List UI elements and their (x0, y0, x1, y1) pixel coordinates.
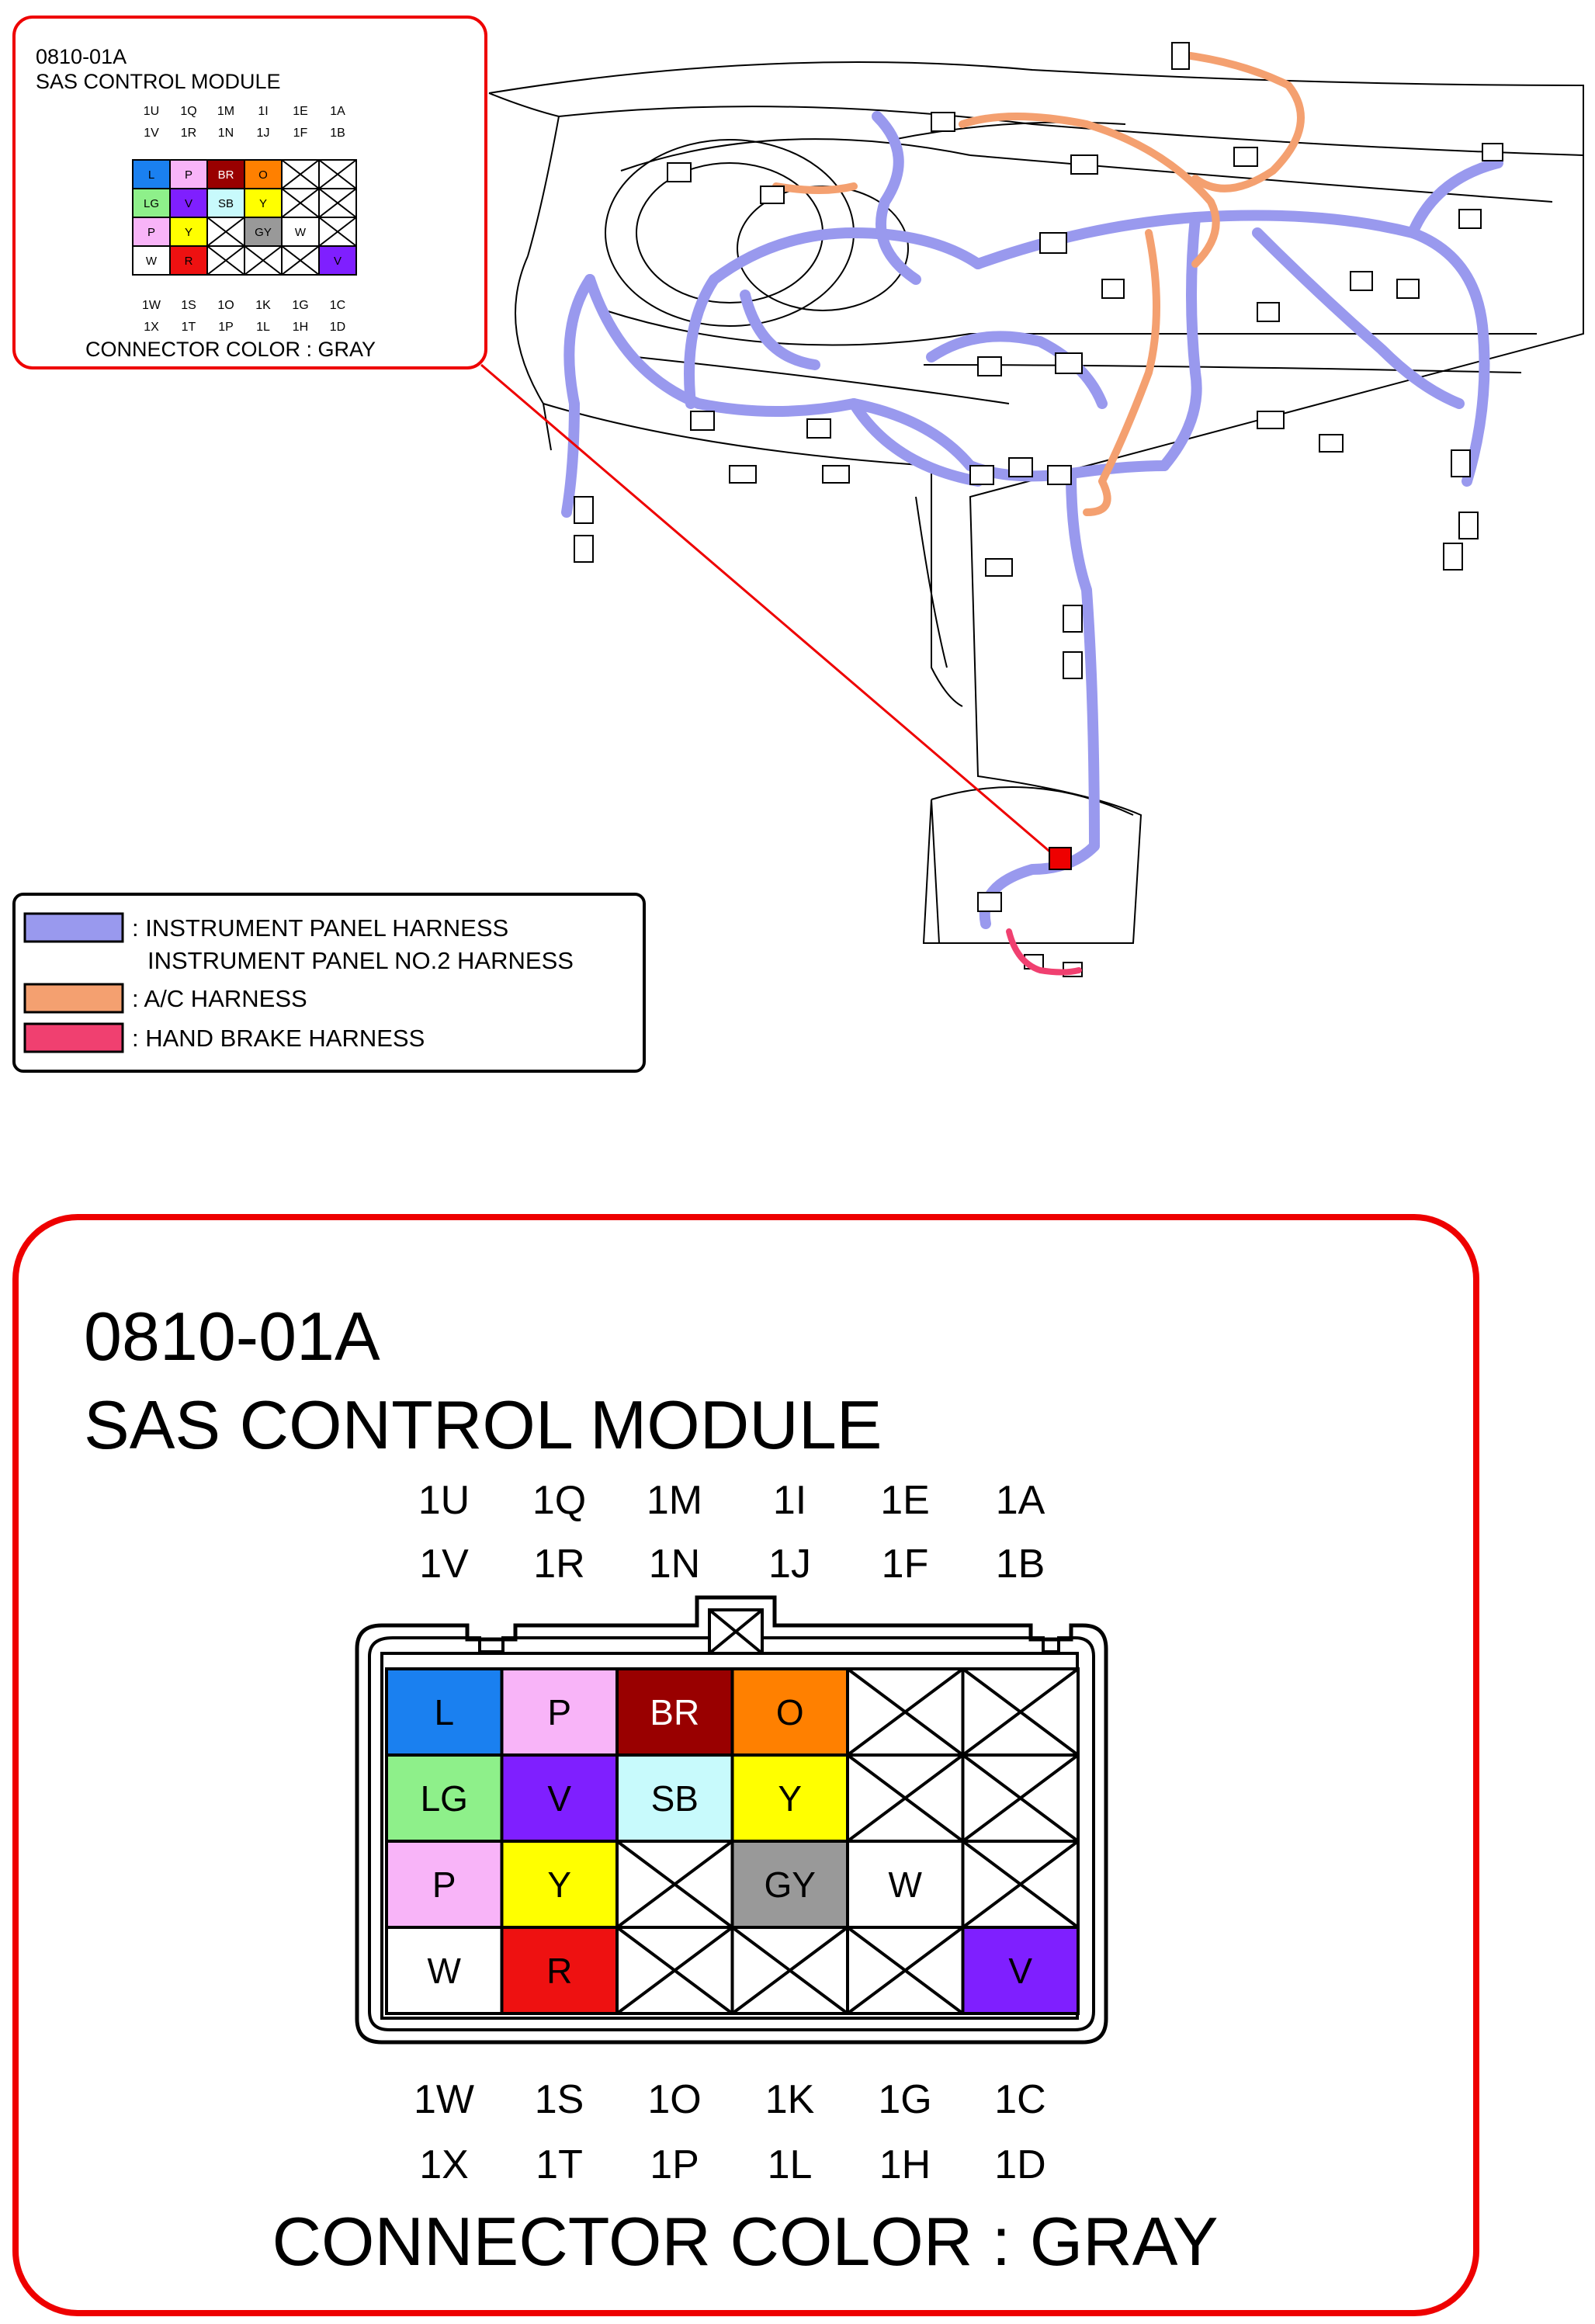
pin-number-label: 1U (143, 105, 160, 118)
pin-wire-color: V (1008, 1951, 1033, 1992)
pin-wire-color: V (333, 254, 342, 268)
pin-number-label: 1G (878, 2077, 932, 2122)
pin-wire-color: R (184, 254, 193, 268)
pin-number-label: 1V (419, 1542, 469, 1587)
pin-wire-color: W (427, 1951, 461, 1992)
legend-label-hand-brake-harness: : HAND BRAKE HARNESS (132, 1025, 425, 1052)
pin-wire-color: Y (184, 225, 193, 239)
pin-number-label: 1Q (532, 1478, 587, 1523)
pin-number-label: 1X (419, 2142, 469, 2187)
pin-number-label: 1F (293, 127, 308, 140)
pin-wire-color: SB (650, 1778, 699, 1819)
pin-number-label: 1D (994, 2142, 1046, 2187)
pin-number-label: 1W (142, 299, 161, 312)
pin-wire-color: GY (255, 225, 272, 239)
pin-number-label: 1M (217, 105, 235, 118)
pin-number-label: 1J (256, 127, 270, 140)
small-connector-grid (133, 160, 356, 275)
pin-number-label: 1X (144, 321, 159, 334)
pin-number-label: 1E (293, 105, 308, 118)
pin-number-label: 1T (536, 2142, 583, 2187)
pin-wire-color: V (184, 196, 193, 210)
pin-wire-color: L (434, 1692, 455, 1733)
pin-number-label: 1L (767, 2142, 813, 2187)
harness-connectors (574, 43, 1503, 976)
pin-number-label: 1H (879, 2142, 931, 2187)
pin-wire-color: O (258, 168, 268, 182)
pin-number-label: 1C (329, 299, 346, 312)
pin-number-label: 1G (292, 299, 309, 312)
pin-number-label: 1V (144, 127, 159, 140)
legend-swatch-hand-brake-harness (25, 1024, 123, 1052)
connector-location-marker (1049, 848, 1071, 869)
legend-label-ip-harness: : INSTRUMENT PANEL HARNESS (132, 914, 509, 942)
pin-number-label: 1C (994, 2077, 1046, 2122)
pin-wire-color: Y (778, 1778, 803, 1819)
pin-wire-color: LG (143, 196, 160, 210)
pin-number-label: 1N (648, 1542, 701, 1587)
pin-wire-color: V (547, 1778, 572, 1819)
pin-wire-color: L (147, 168, 155, 182)
pin-number-label: 1R (180, 127, 197, 140)
pin-wire-color: P (184, 168, 193, 182)
pin-number-label: 1H (292, 321, 309, 334)
legend-label-ip-no2-harness: INSTRUMENT PANEL NO.2 HARNESS (147, 947, 574, 974)
harness-legend (14, 894, 644, 1071)
pin-number-label: 1T (181, 321, 196, 334)
dashboard-illustration (489, 62, 1583, 943)
callout-leader-line (481, 365, 1063, 863)
connector-pin-grid (387, 1669, 1078, 2014)
legend-swatch-ip-harness (25, 914, 123, 942)
pin-number-label: 1B (330, 127, 345, 140)
pin-wire-color: W (888, 1864, 922, 1906)
pin-wire-color: BR (650, 1692, 700, 1733)
pin-number-label: 1M (646, 1478, 703, 1523)
connector-name: SAS CONTROL MODULE (84, 1386, 882, 1463)
pin-number-label: 1Q (180, 105, 197, 118)
connector-code: 0810-01A (84, 1298, 380, 1375)
connector-color-note: CONNECTOR COLOR : GRAY (272, 2203, 1219, 2280)
pin-number-label: 1K (255, 299, 271, 312)
pin-wire-color: GY (764, 1864, 816, 1906)
small-connector-color-note: CONNECTOR COLOR : GRAY (85, 338, 376, 361)
pin-wire-color: Y (547, 1864, 572, 1906)
pin-number-label: 1A (330, 105, 345, 118)
pin-wire-color: P (432, 1864, 456, 1906)
large-connector-callout (16, 1217, 1476, 2313)
pin-wire-color: P (147, 225, 156, 239)
pin-wire-color: R (546, 1951, 573, 1992)
pin-wire-color: Y (258, 196, 268, 210)
pin-number-label: 1A (995, 1478, 1045, 1523)
pin-wire-color: SB (217, 196, 234, 210)
pin-number-label: 1P (650, 2142, 699, 2187)
pin-number-label: 1L (256, 321, 270, 334)
pin-wire-color: LG (420, 1778, 468, 1819)
pin-number-label: 1R (533, 1542, 585, 1587)
legend-label-ac-harness: : A/C HARNESS (132, 985, 307, 1012)
pin-number-label: 1W (414, 2077, 474, 2122)
pin-number-label: 1E (880, 1478, 930, 1523)
pin-wire-color: P (547, 1692, 572, 1733)
pin-number-label: 1J (768, 1542, 811, 1587)
small-connector-code: 0810-01A (36, 45, 127, 68)
pin-wire-color: O (775, 1692, 804, 1733)
pin-wire-color: W (294, 225, 307, 239)
ip-harness-routing (567, 116, 1498, 924)
pin-number-label: 1F (881, 1542, 929, 1587)
pin-wire-color: W (145, 254, 158, 268)
legend-swatch-ac-harness (25, 984, 123, 1012)
pin-number-label: 1P (218, 321, 234, 334)
pin-wire-color: BR (217, 168, 234, 182)
small-connector-name: SAS CONTROL MODULE (36, 70, 281, 93)
pin-number-label: 1O (217, 299, 234, 312)
small-connector-callout (14, 17, 486, 368)
pin-number-label: 1B (995, 1542, 1045, 1587)
pin-number-label: 1I (258, 105, 269, 118)
pin-number-label: 1O (647, 2077, 702, 2122)
pin-number-label: 1S (181, 299, 196, 312)
pin-number-label: 1D (329, 321, 346, 334)
pin-number-label: 1K (765, 2077, 815, 2122)
pin-number-label: 1I (772, 1478, 807, 1523)
pin-number-label: 1U (418, 1478, 470, 1523)
pin-number-label: 1S (534, 2077, 584, 2122)
pin-number-label: 1N (217, 127, 234, 140)
